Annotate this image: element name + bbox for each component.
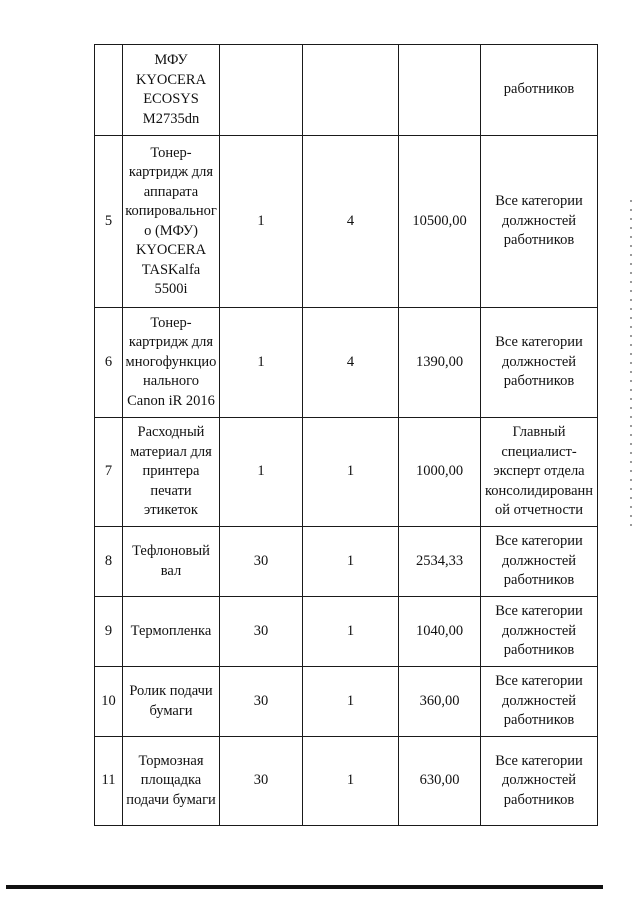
employee-category-cell: Все категории должностей работников: [481, 136, 598, 308]
price-cell: 2534,33: [399, 527, 481, 597]
quantity-cell: 1: [220, 308, 303, 418]
row-number-cell: [95, 45, 123, 136]
quantity-cell: 30: [220, 737, 303, 826]
table-row: [95, 418, 598, 527]
quantity-cell: 30: [220, 667, 303, 737]
quantity-cell: 30: [220, 527, 303, 597]
employee-category-cell: Все категории должностей работников: [481, 308, 598, 418]
page-bottom-rule: [6, 885, 603, 889]
item-name-cell: Термопленка: [123, 597, 220, 667]
row-number-cell: 10: [95, 667, 123, 737]
table-row: [95, 667, 598, 737]
table-row: [95, 136, 598, 308]
count-cell: [303, 45, 399, 136]
price-cell: 630,00: [399, 737, 481, 826]
price-cell: 1000,00: [399, 418, 481, 527]
quantity-cell: 1: [220, 418, 303, 527]
item-name-cell: МФУ KYOCERA ECOSYS M2735dn: [123, 45, 220, 136]
item-name-cell: Тонер-картридж для аппарата копировального (МФУ) KYOCERA TASKalfa 5500i: [123, 136, 220, 308]
count-cell: 4: [303, 136, 399, 308]
row-number-cell: 5: [95, 136, 123, 308]
employee-category-cell: работников: [481, 45, 598, 136]
item-name-cell: Расходный материал для принтера печати этикеток: [123, 418, 220, 527]
employee-category-cell: Главный специалист-эксперт отдела консолидированной отчетности: [481, 418, 598, 527]
count-cell: 1: [303, 418, 399, 527]
table-row: [95, 527, 598, 597]
consumables-table: [94, 44, 598, 826]
item-name-cell: Тонер-картридж для многофункционального Canon iR 2016: [123, 308, 220, 418]
count-cell: 4: [303, 308, 399, 418]
item-name-cell: Тормозная площадка подачи бумаги: [123, 737, 220, 826]
table-row: [95, 308, 598, 418]
price-cell: [399, 45, 481, 136]
table-row: [95, 597, 598, 667]
price-cell: 1390,00: [399, 308, 481, 418]
price-cell: 10500,00: [399, 136, 481, 308]
quantity-cell: 1: [220, 136, 303, 308]
employee-category-cell: Все категории должностей работников: [481, 667, 598, 737]
count-cell: 1: [303, 597, 399, 667]
employee-category-cell: Все категории должностей работников: [481, 737, 598, 826]
employee-category-cell: Все категории должностей работников: [481, 527, 598, 597]
scan-margin-marks: [630, 200, 632, 530]
quantity-cell: [220, 45, 303, 136]
row-number-cell: 8: [95, 527, 123, 597]
table-row: [95, 45, 598, 136]
price-cell: 360,00: [399, 667, 481, 737]
row-number-cell: 11: [95, 737, 123, 826]
count-cell: 1: [303, 737, 399, 826]
row-number-cell: 7: [95, 418, 123, 527]
item-name-cell: Ролик подачи бумаги: [123, 667, 220, 737]
item-name-cell: Тефлоновый вал: [123, 527, 220, 597]
row-number-cell: 6: [95, 308, 123, 418]
count-cell: 1: [303, 527, 399, 597]
quantity-cell: 30: [220, 597, 303, 667]
price-cell: 1040,00: [399, 597, 481, 667]
table-row: [95, 737, 598, 826]
row-number-cell: 9: [95, 597, 123, 667]
count-cell: 1: [303, 667, 399, 737]
employee-category-cell: Все категории должностей работников: [481, 597, 598, 667]
